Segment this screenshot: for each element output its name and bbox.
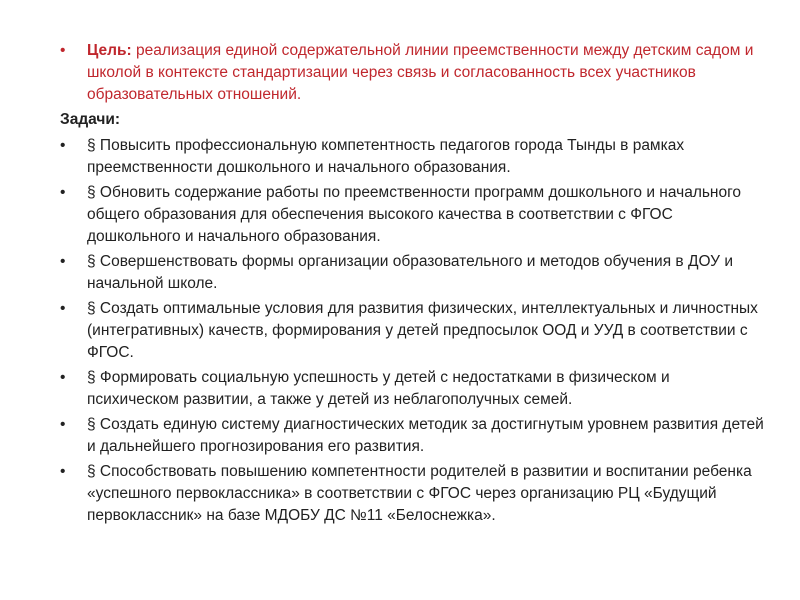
bullet-icon: • bbox=[60, 416, 66, 433]
bullet-icon: • bbox=[60, 184, 66, 201]
task-item bbox=[60, 182, 765, 248]
bullet-icon: • bbox=[60, 253, 66, 270]
task-item bbox=[60, 367, 765, 411]
bullet-icon: • bbox=[60, 300, 66, 317]
task-item bbox=[60, 414, 765, 458]
task-item bbox=[60, 251, 765, 295]
task-text: § Повысить профессиональную компетентность педагогов города Тынды в рамках преемственности дошкольного и начального образования. bbox=[87, 137, 685, 176]
task-text: § Способствовать повышению компетентности родителей в развитии и воспитании ребенка «успешного первоклассника» в соответствии с ФГОС через организацию РЦ «Будущий первоклассник» на базе МДОБУ ДС №11 «Белоснежка». bbox=[87, 463, 752, 524]
bullet-icon: • bbox=[60, 42, 66, 59]
goal-item bbox=[60, 40, 765, 106]
task-text: § Создать оптимальные условия для развития физических, интеллектуальных и личностных (интегративных) качеств, формирования у детей предпосылок ООД и УУД в соответствии с ФГОС. bbox=[87, 300, 758, 361]
slide-content bbox=[60, 40, 765, 530]
task-item bbox=[60, 135, 765, 179]
task-text: § Формировать социальную успешность у детей с недостатками в физическом и психическом развитии, а также у детей из неблагополучных семей. bbox=[87, 369, 670, 408]
task-text: § Создать единую систему диагностических методик за достигнутым уровнем развития детей и дальнейшего прогнозирования его развития. bbox=[87, 416, 764, 455]
task-text: § Обновить содержание работы по преемственности программ дошкольного и начального общего образования для обеспечения высокого качества в соответствии с ФГОС дошкольного и начального образования. bbox=[87, 184, 742, 245]
bullet-icon: • bbox=[60, 137, 66, 154]
goal-label: Цель: bbox=[87, 42, 132, 59]
task-text: § Совершенствовать формы организации образовательного и методов обучения в ДОУ и начальной школе. bbox=[87, 253, 733, 292]
bullet-icon: • bbox=[60, 463, 66, 480]
task-item bbox=[60, 461, 765, 527]
goal-text: реализация единой содержательной линии преемственности между детским садом и школой в контексте стандартизации через связь и согласованность всех участников образовательных отношений. bbox=[87, 42, 754, 103]
task-item bbox=[60, 298, 765, 364]
tasks-heading: Задачи: bbox=[60, 111, 121, 128]
bullet-icon: • bbox=[60, 369, 66, 386]
